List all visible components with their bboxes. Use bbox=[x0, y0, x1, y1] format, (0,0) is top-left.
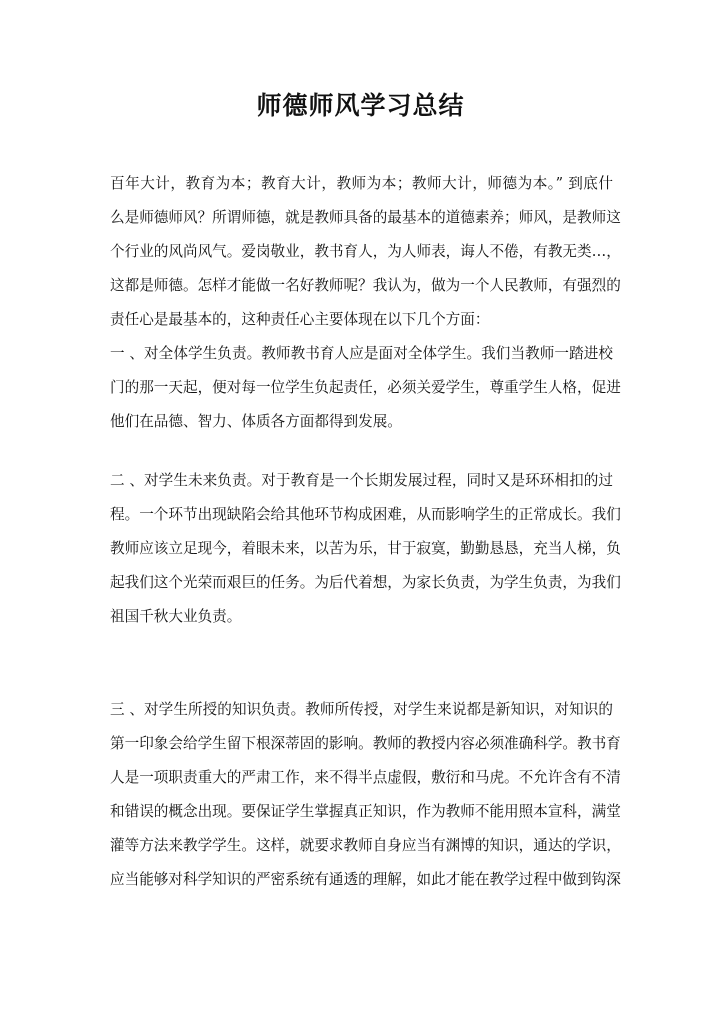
paragraph-line: 这都是师德。怎样才能做一名好教师呢？我认为，做为一个人民教师，有强烈的 bbox=[110, 277, 621, 294]
paragraph-line: 门的那一天起，便对每一位学生负起责任，必须关爱学生，尊重学生人格，促进 bbox=[110, 379, 621, 396]
paragraph-line: 程。一个环节出现缺陷会给其他环节构成困难，从而影响学生的正常成长。我们 bbox=[110, 506, 621, 523]
paragraph-line: 教师应该立足现今，着眼未来，以苦为乐，甘于寂寞，勤勤恳恳，充当人梯，负 bbox=[110, 540, 621, 557]
paragraph-line: 责任心是最基本的，这种责任心主要体现在以下几个方面： bbox=[110, 311, 490, 328]
paragraph-line: 起我们这个光荣而艰巨的任务。为后代着想，为家长负责，为学生负责，为我们 bbox=[110, 574, 621, 591]
paragraph-line: 人是一项职责重大的严肃工作，来不得半点虚假，敷衍和马虎。不允许含有不清 bbox=[110, 769, 621, 786]
document-title: 师德师风学习总结 bbox=[256, 91, 465, 120]
paragraph-line: 二 、对学生未来负责。对于教育是一个长期发展过程，同时又是环环相扣的过 bbox=[110, 472, 613, 489]
paragraph-line: 和错误的概念出现。要保证学生掌握真正知识，作为教师不能用照本宣科，满堂 bbox=[110, 803, 621, 820]
paragraph-line: 第一印象会给学生留下根深蒂固的影响。教师的教授内容必须准确科学。教书育 bbox=[110, 735, 621, 752]
paragraph-line: 一 、对全体学生负责。教师教书育人应是面对全体学生。我们当教师一踏进校 bbox=[110, 345, 613, 362]
paragraph-line: 个行业的风尚风气。爱岗敬业，教书育人，为人师表，诲人不倦，有教无类…， bbox=[110, 243, 621, 260]
paragraph-line: 祖国千秋大业负责。 bbox=[110, 608, 242, 625]
paragraph-line: 灌等方法来教学学生。这样，就要求教师自身应当有渊博的知识，通达的学识， bbox=[110, 837, 621, 854]
paragraph-line: 他们在品德、智力、体质各方面都得到发展。 bbox=[110, 413, 402, 430]
paragraph-line: 应当能够对科学知识的严密系统有通透的理解，如此才能在教学过程中做到钩深 bbox=[110, 871, 621, 888]
paragraph-line: 三 、对学生所授的知识负责。教师所传授，对学生来说都是新知识，对知识的 bbox=[110, 701, 613, 718]
paragraph-line: 百年大计，教育为本；教育大计，教师为本；教师大计，师德为本。” 到底什 bbox=[110, 175, 613, 192]
paragraph-line: 么是师德师风？所谓师德，就是教师具备的最基本的道德素养；师风，是教师这 bbox=[110, 209, 621, 226]
